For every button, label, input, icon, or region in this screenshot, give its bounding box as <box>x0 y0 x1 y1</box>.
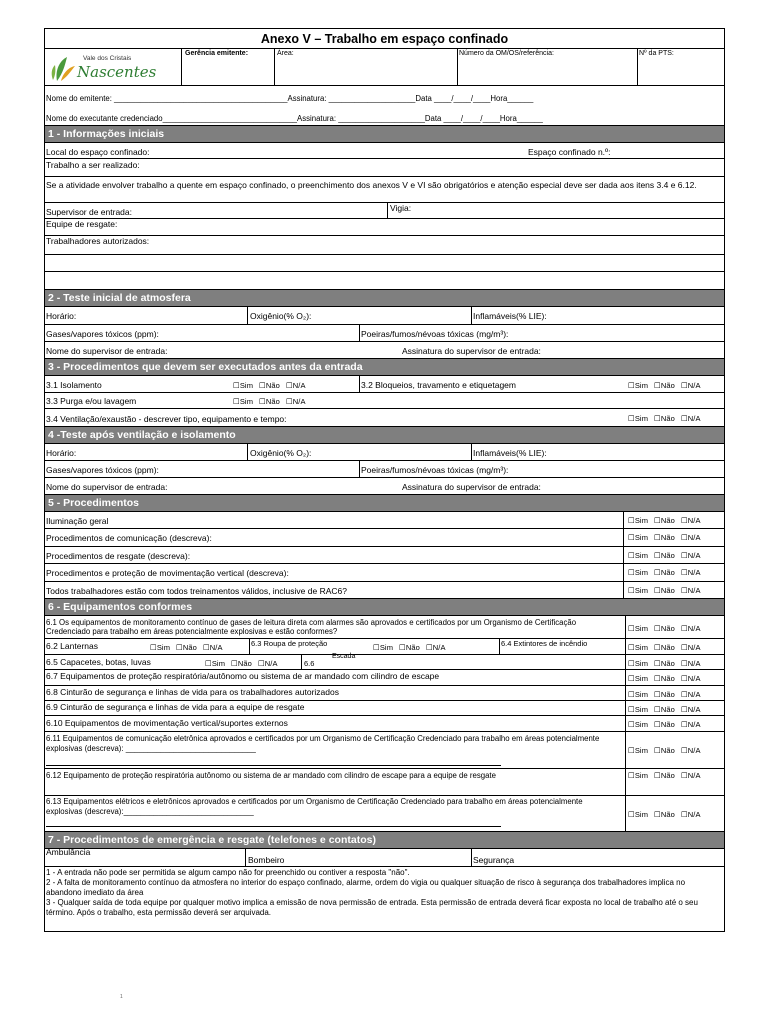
gases-row-2 <box>45 461 724 478</box>
section-5-header: 5 - Procedimentos <box>45 495 724 512</box>
notes-text <box>46 868 722 918</box>
executante-line[interactable]: Nome do executante credenciado_______________________________Assinatura: ____________________Data ____/____/____Hora______ <box>46 114 543 123</box>
logo-subtitle: Vale dos Cristais <box>83 55 132 62</box>
emitente-line[interactable]: Nome do emitente: ________________________________________Assinatura: ____________________Data ____/____/____Hora______ <box>46 94 534 103</box>
options-group[interactable]: ☐Sim ☐Não ☐N/A <box>233 381 306 390</box>
blank-row[interactable] <box>45 272 724 290</box>
gerencia-label: Gerência emitente: <box>185 50 249 57</box>
options-group[interactable]: ☐Sim ☐Não ☐N/A <box>628 414 701 423</box>
options-group[interactable]: ☐Sim ☐Não ☐N/A <box>628 771 701 780</box>
sup-row-2 <box>45 478 724 495</box>
purga-label: 3.3 Purga e/ou lavagem <box>46 396 137 406</box>
gases-label[interactable]: Gases/vapores tóxicos (ppm): <box>46 465 159 475</box>
equip-row <box>45 716 724 732</box>
isolamento-row <box>45 376 724 393</box>
roupa-label: 6.3 Roupa de proteção <box>251 639 328 648</box>
equip-label: 6.10 Equipamentos de movimentação vertical/suportes externos <box>46 718 288 728</box>
section-4-header: 4 -Teste após ventilação e isolamento <box>45 427 724 444</box>
procedure-row <box>45 547 724 564</box>
options-group[interactable]: ☐Sim ☐Não ☐N/A <box>628 690 701 699</box>
equip-row <box>45 670 724 686</box>
ambulancia-label[interactable]: Ambulância <box>46 847 91 857</box>
area-label: Área: <box>277 50 294 57</box>
page-mark: 1 <box>120 994 123 1000</box>
equip-label: 6.7 Equipamentos de proteção respiratória/autônomo ou sistema de ar mandado com cilindro de escape <box>46 671 440 681</box>
equipe-label[interactable]: Equipe de resgate: <box>46 219 118 229</box>
capacetes-label: 6.5 Capacetes, botas, luvas <box>46 657 151 667</box>
section-2-header: 2 - Teste inicial de atmosfera <box>45 290 724 307</box>
equip-label: 6.12 Equipamento de proteção respiratória autônomo ou sistema de ar mandado com cilindro de escape para a equipe de resgate <box>46 771 496 780</box>
options-group[interactable]: ☐Sim ☐Não ☐N/A <box>628 674 701 683</box>
equip-row <box>45 701 724 716</box>
oxigenio-label[interactable]: Oxigênio(% O₂): <box>250 311 312 321</box>
procedure-label: Iluminação geral <box>46 516 109 526</box>
equip-row <box>45 639 724 655</box>
equip-label[interactable]: 6.11 Equipamentos de comunicação eletrônica aprovados e certificados por um Organismo de Certificação Credenciado para trabalho em áreas potencialmente explosivas (descreva): ______________________________ <box>46 734 600 753</box>
aviso-row <box>45 177 724 203</box>
poeiras-label[interactable]: Poeiras/fumos/névoas tóxicas (mg/m³): <box>361 329 509 339</box>
options-group[interactable]: ☐Sim ☐Não ☐N/A <box>628 705 701 714</box>
options-group[interactable]: ☐Sim ☐Não ☐N/A <box>373 643 446 652</box>
options-group[interactable]: ☐Sim ☐Não ☐N/A <box>628 586 701 595</box>
procedure-label[interactable]: Procedimentos e proteção de movimentação vertical (descreva): <box>46 568 289 578</box>
equipe-row <box>45 219 724 236</box>
procedure-row <box>45 564 724 582</box>
permit-form <box>44 28 725 932</box>
local-label[interactable]: Local do espaço confinado: <box>46 147 150 157</box>
procedure-label[interactable]: Procedimentos de resgate (descreva): <box>46 551 191 561</box>
numero-label[interactable]: Espaço confinado n.º: <box>528 147 611 157</box>
options-group[interactable]: ☐Sim ☐Não ☐N/A <box>628 533 701 542</box>
isolamento-label: 3.1 Isolamento <box>46 380 102 390</box>
horario-label[interactable]: Horário: <box>46 448 77 458</box>
ventilacao-label[interactable]: 3.4 Ventilação/exaustão - descrever tipo, equipamento e tempo: <box>46 414 287 424</box>
section-7-header: 7 - Procedimentos de emergência e resgate (telefones e contatos) <box>45 832 724 849</box>
equip-row <box>45 732 724 769</box>
seguranca-label[interactable]: Segurança <box>473 855 515 865</box>
options-group[interactable]: ☐Sim ☐Não ☐N/A <box>628 720 701 729</box>
equip-label: 6.8 Cinturão de segurança e linhas de vida para os trabalhadores autorizados <box>46 687 339 697</box>
section-3-header: 3 - Procedimentos que devem ser executados antes da entrada <box>45 359 724 376</box>
procedure-label: Todos trabalhadores estão com todos treinamentos válidos, inclusive de RAC6? <box>46 586 347 596</box>
trabalho-row <box>45 159 724 177</box>
trabalhadores-row <box>45 236 724 255</box>
ass-sup-label[interactable]: Assinatura do supervisor de entrada: <box>402 346 541 356</box>
purga-row <box>45 393 724 409</box>
options-group[interactable]: ☐Sim ☐Não ☐N/A <box>628 810 701 819</box>
options-group[interactable]: ☐Sim ☐Não ☐N/A <box>628 624 701 633</box>
options-group[interactable]: ☐Sim ☐Não ☐N/A <box>233 397 306 406</box>
pts-label: Nº da PTS: <box>639 50 674 57</box>
options-group[interactable]: ☐Sim ☐Não ☐N/A <box>628 551 701 560</box>
vigia-label[interactable]: Vigia: <box>390 203 412 213</box>
ass-sup-label[interactable]: Assinatura do supervisor de entrada: <box>402 482 541 492</box>
procedure-row <box>45 512 724 529</box>
note-2: 2 - A falta de monitoramento contínuo da atmosfera no interior do espaço confinado, alarme, ordem do vigia ou qualquer situação de risco à segurança dos trabalhadores implica no abandono imediato da área <box>46 878 686 897</box>
options-group[interactable]: ☐Sim ☐Não ☐N/A <box>628 516 701 525</box>
section-6-header: 6 - Equipamentos conformes <box>45 599 724 616</box>
nome-sup-label[interactable]: Nome do supervisor de entrada: <box>46 346 168 356</box>
blank-row[interactable] <box>45 255 724 272</box>
note-3: 3 - Qualquer saída de toda equipe por qualquer motivo implica a emissão de nova permissão de entrada. Esta permissão de entrada deverá ficar exposta no local de trabalho até o seu término. Após o trabalho, esta permissão deverá ser arquivada. <box>46 898 698 917</box>
hot-work-notice: Se a atividade envolver trabalho a quente em espaço confinado, o preenchimento dos anexos V e VI são obrigatórios e atenção especial deve ser dada aos itens 3.4 e 6.12. <box>46 180 697 190</box>
escada-number: 6.6 <box>304 659 315 668</box>
options-group[interactable]: ☐Sim ☐Não ☐N/A <box>628 659 701 668</box>
procedure-row <box>45 582 724 599</box>
lanternas-label: 6.2 Lanternas <box>46 641 98 651</box>
trabalho-label[interactable]: Trabalho a ser realizado: <box>46 160 140 170</box>
horario-label[interactable]: Horário: <box>46 311 77 321</box>
equip-row <box>45 616 724 639</box>
options-group[interactable]: ☐Sim ☐Não ☐N/A <box>150 643 223 652</box>
trabalhadores-label[interactable]: Trabalhadores autorizados: <box>46 236 150 246</box>
contacts-row <box>45 849 724 867</box>
nome-sup-label[interactable]: Nome do supervisor de entrada: <box>46 482 168 492</box>
options-group[interactable]: ☐Sim ☐Não ☐N/A <box>628 643 701 652</box>
poeiras-label[interactable]: Poeiras/fumos/névoas tóxicas (mg/m³): <box>361 465 509 475</box>
supervisor-label[interactable]: Supervisor de entrada: <box>46 207 132 217</box>
equip-row <box>45 686 724 701</box>
equip-label: 6.1 Os equipamentos de monitoramento contínuo de gases de leitura direta com alarmes são aprovados e certificados por um Organismo de Certificação Credenciado para trabalho em áreas potencialmente explosivas e estão conformes? <box>46 618 577 636</box>
procedure-label[interactable]: Procedimentos de comunicação (descreva): <box>46 533 212 543</box>
atm-row <box>45 307 724 325</box>
inflamaveis-label[interactable]: Inflamáveis(% LIE): <box>473 311 547 321</box>
gases-label[interactable]: Gases/vapores tóxicos (ppm): <box>46 329 159 339</box>
bloqueios-label: 3.2 Bloqueios, travamento e etiquetagem <box>361 380 516 390</box>
inflamaveis-label[interactable]: Inflamáveis(% LIE): <box>473 448 547 458</box>
extintores-label: 6.4 Extintores de incêndio <box>501 639 588 648</box>
equip-label: 6.9 Cinturão de segurança e linhas de vida para a equipe de resgate <box>46 702 305 712</box>
options-group[interactable]: ☐Sim ☐Não ☐N/A <box>628 381 701 390</box>
section-1-header: 1 - Informações iniciais <box>45 126 724 143</box>
atm-row-2 <box>45 444 724 461</box>
equip-label[interactable]: 6.13 Equipamentos elétricos e eletrônicos aprovados e certificados por um Organismo de Certificação Credenciado para trabalho em áreas potencialmente explosivas (descreva):______________________________ <box>46 797 583 816</box>
escada-label: Escada <box>332 653 356 660</box>
header-info-row <box>45 49 724 86</box>
gases-row <box>45 325 724 342</box>
form-title: Anexo V – Trabalho em espaço confinado <box>45 29 724 49</box>
bombeiro-label[interactable]: Bombeiro <box>248 855 285 865</box>
equip-row <box>45 796 724 832</box>
om-label: Número da OM/OS/referência: <box>459 50 554 57</box>
logo-name: Nascentes <box>77 63 157 81</box>
oxigenio-label[interactable]: Oxigênio(% O₂): <box>250 448 312 458</box>
equip-row <box>45 655 724 670</box>
supervisor-row <box>45 203 724 219</box>
options-group[interactable]: ☐Sim ☐Não ☐N/A <box>628 568 701 577</box>
equip-row <box>45 769 724 796</box>
note-1: 1 - A entrada não pode ser permitida se algum campo não for preenchido ou contiver a resposta "não". <box>46 868 410 877</box>
notes-block <box>45 867 724 931</box>
local-row <box>45 143 724 159</box>
procedure-row <box>45 529 724 547</box>
company-logo <box>49 53 169 83</box>
ventilacao-row <box>45 409 724 427</box>
sup-row <box>45 342 724 359</box>
options-group[interactable]: ☐Sim ☐Não ☐N/A <box>205 659 278 668</box>
signatures-block <box>45 86 724 126</box>
options-group[interactable]: ☐Sim ☐Não ☐N/A <box>628 746 701 755</box>
